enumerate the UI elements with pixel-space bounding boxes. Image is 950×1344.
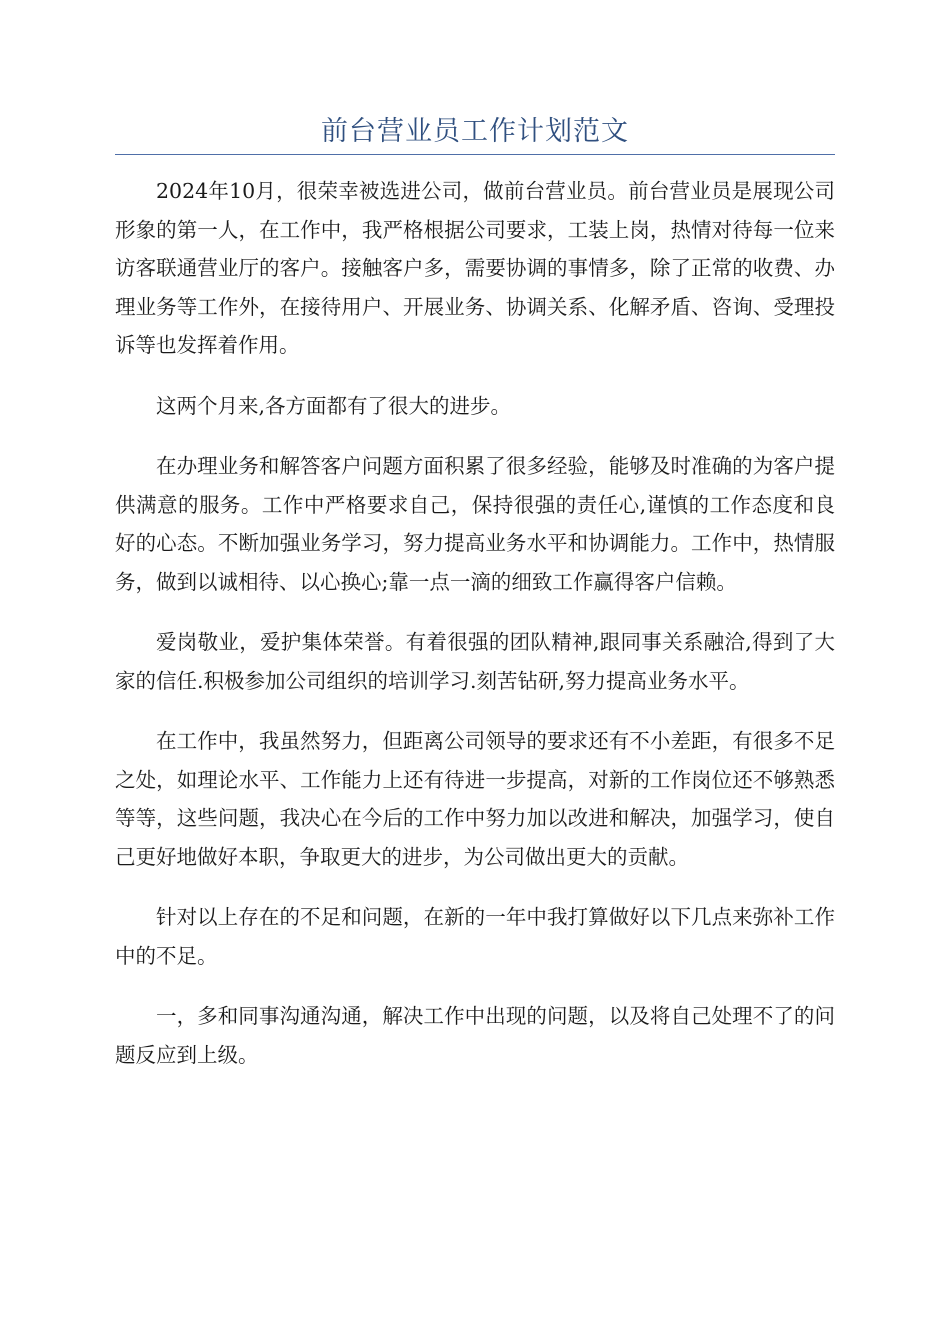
paragraph-intro: 2024年10月，很荣幸被选进公司，做前台营业员。前台营业员是展现公司形象的第一人，在工作中，我严格根据公司要求，工装上岗，热情对待每一位来访客联通营业厅的客户。接触客户多，需要协调的事情多，除了正常的收费、办理业务等工作外，在接待用户、开展业务、协调关系、化解矛盾、咨询、受理投诉等也发挥着作用。 [115, 179, 835, 357]
title-underline [115, 154, 835, 155]
paragraph-dedication: 爱岗敬业，爱护集体荣誉。有着很强的团队精神,跟同事关系融洽,得到了大家的信任.积极参加公司组织的培训学习.刻苦钻研,努力提高业务水平。 [115, 630, 835, 693]
paragraph-progress: 这两个月来,各方面都有了很大的进步。 [156, 393, 512, 418]
paragraph-plan-intro: 针对以上存在的不足和问题，在新的一年中我打算做好以下几点来弥补工作中的不足。 [115, 905, 835, 968]
document-title: 前台营业员工作计划范文 [321, 116, 629, 147]
document-body [115, 172, 835, 1096]
paragraph-plan-item-1: 一，多和同事沟通沟通，解决工作中出现的问题，以及将自己处理不了的问题反应到上级。 [115, 1004, 835, 1067]
paragraph-experience: 在办理业务和解答客户问题方面积累了很多经验，能够及时准确的为客户提供满意的服务。工作中严格要求自己，保持很强的责任心,谨慎的工作态度和良好的心态。不断加强业务学习，努力提高业务水平和协调能力。工作中，热情服务，做到以诚相待、以心换心;靠一点一滴的细致工作赢得客户信赖。 [115, 454, 835, 594]
paragraph-shortcomings: 在工作中，我虽然努力，但距离公司领导的要求还有不小差距，有很多不足之处，如理论水平、工作能力上还有待进一步提高，对新的工作岗位还不够熟悉等等，这些问题，我决心在今后的工作中努力加以改进和解决，加强学习，使自己更好地做好本职，争取更大的进步，为公司做出更大的贡献。 [115, 729, 835, 869]
